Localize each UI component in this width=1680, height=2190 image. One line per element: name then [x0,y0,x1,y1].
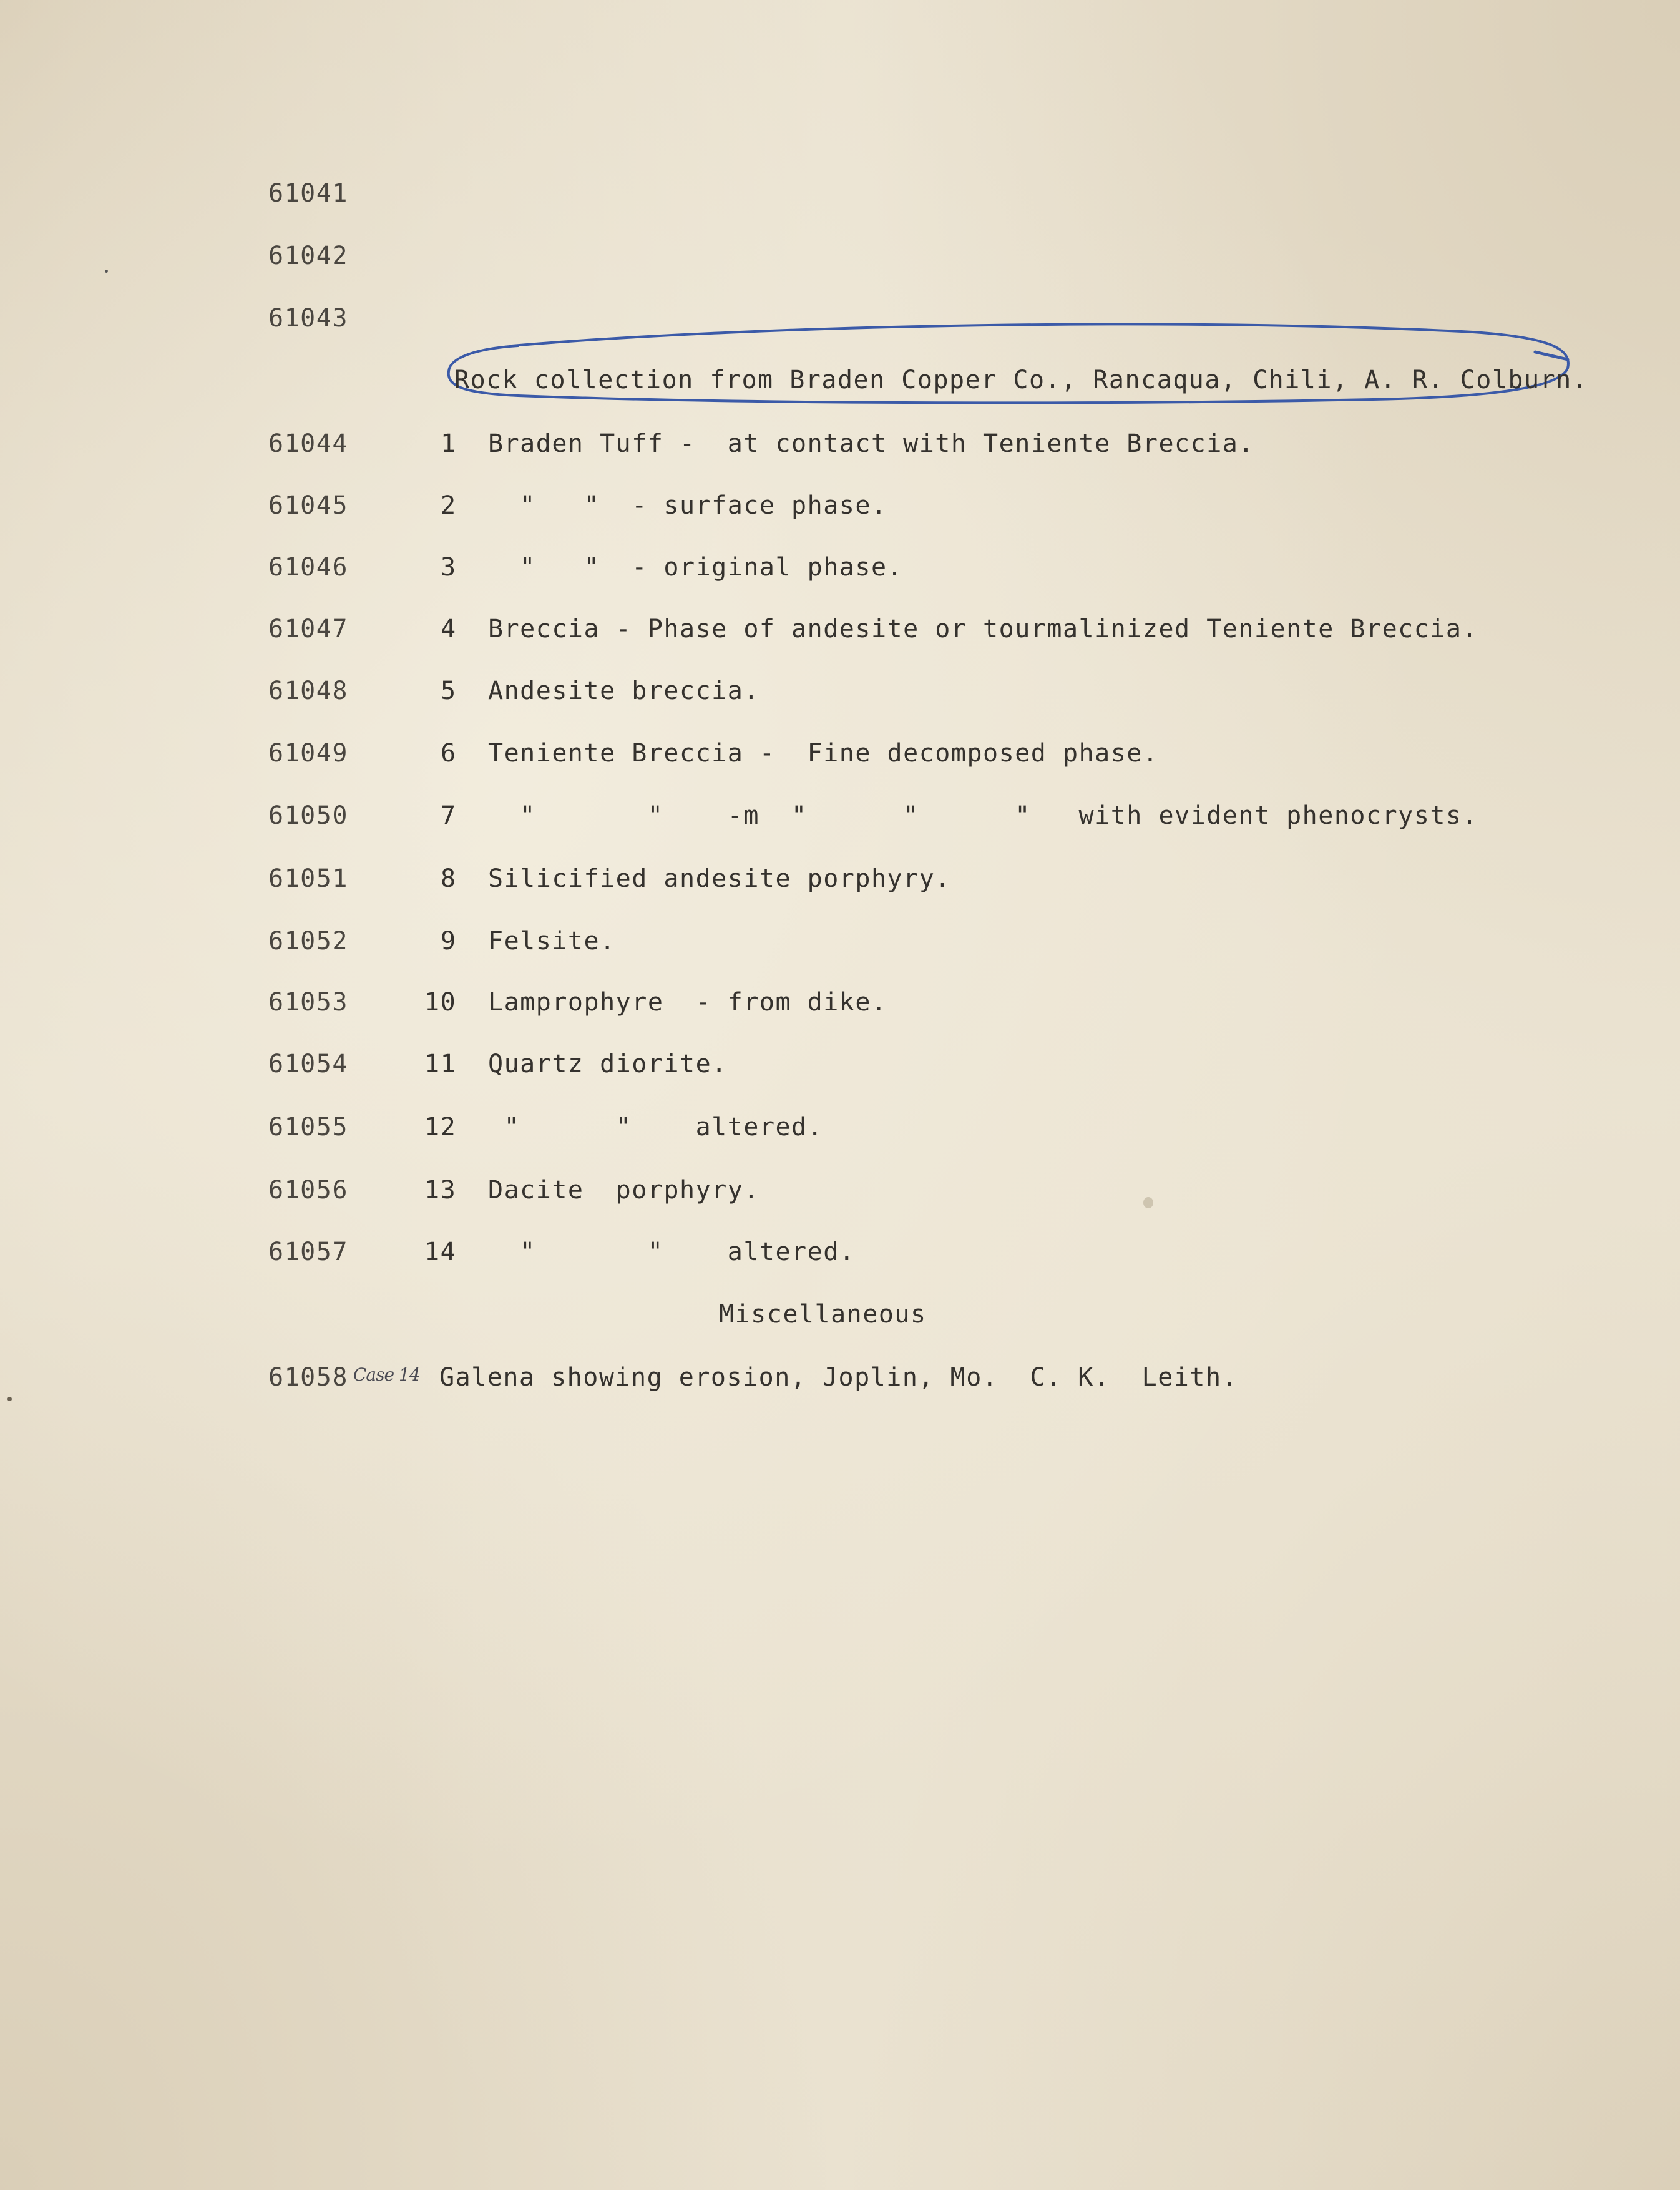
specimen-description: Quartz diorite. [488,1050,728,1078]
catalog-number: 61047 [268,615,348,643]
specimen-number: 11 [424,1050,457,1078]
specimen-description: Dacite porphyry. [488,1176,759,1205]
specimen-description: Breccia - Phase of andesite or tourmalinized Teniente Breccia. [488,615,1478,643]
pen-circle-annotation [437,318,1579,412]
specimen-description: Felsite. [488,927,616,956]
collection-heading: Rock collection from Braden Copper Co., Rancaqua, Chili, A. R. Colburn. [454,366,1588,394]
paper-speck [105,270,108,273]
catalog-number: 61057 [268,1238,348,1266]
specimen-number: 7 [441,801,457,830]
specimen-number: 13 [424,1176,457,1205]
catalog-number: 61049 [268,739,348,768]
specimen-number: 4 [441,615,457,643]
specimen-number: 10 [424,988,457,1017]
catalog-number: 61042 [268,242,348,270]
specimen-description: Andesite breccia. [488,677,759,705]
specimen-description: " " - surface phase. [488,491,887,520]
catalog-number: 61051 [268,864,348,893]
catalog-number: 61045 [268,491,348,520]
catalog-number: 61044 [268,429,348,458]
catalog-number: 61046 [268,553,348,582]
section-title: Miscellaneous [719,1300,927,1329]
handwritten-case-note: Case 14 [353,1364,420,1385]
specimen-description: " " - original phase. [488,553,904,582]
specimen-number: 8 [441,864,457,893]
catalog-number: 61050 [268,801,348,830]
specimen-description: Lamprophyre - from dike. [488,988,887,1017]
catalog-number: 61055 [268,1113,348,1141]
catalog-number: 61058 [268,1363,348,1392]
specimen-description: " " altered. [488,1113,824,1141]
paper-speck [7,1397,12,1401]
specimen-number: 3 [441,553,457,582]
specimen-number: 12 [424,1113,457,1141]
catalog-number: 61053 [268,988,348,1017]
specimen-number: 1 [441,429,457,458]
specimen-description: Teniente Breccia - Fine decomposed phase. [488,739,1159,768]
paper-speck [1143,1197,1153,1208]
specimen-description: " " altered. [488,1238,856,1266]
catalog-number: 61054 [268,1050,348,1078]
specimen-number: 9 [441,927,457,956]
catalog-number: 61043 [268,304,348,333]
specimen-description: Braden Tuff - at contact with Teniente Breccia. [488,429,1254,458]
specimen-number: 2 [441,491,457,520]
specimen-description: Galena showing erosion, Joplin, Mo. C. K. Leith. [439,1363,1238,1392]
specimen-description: Silicified andesite porphyry. [488,864,951,893]
specimen-number: 5 [441,677,457,705]
catalog-number: 61056 [268,1176,348,1205]
specimen-number: 6 [441,739,457,768]
catalog-number: 61048 [268,677,348,705]
specimen-number: 14 [424,1238,457,1266]
catalog-number: 61052 [268,927,348,956]
specimen-description: " " -m " " " with evident phenocrysts. [488,801,1478,830]
catalog-number: 61041 [268,179,348,208]
